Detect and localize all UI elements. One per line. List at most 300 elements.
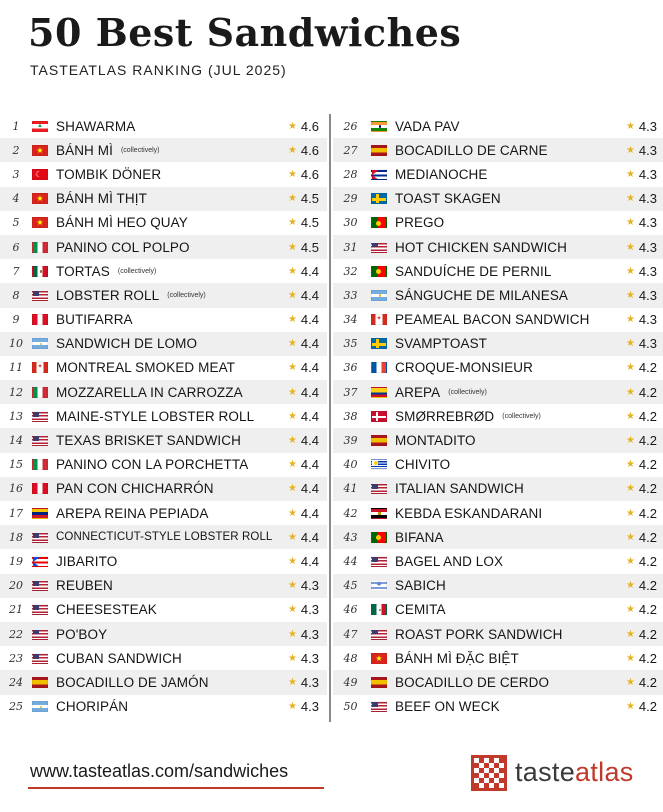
ranking-row xyxy=(0,162,327,186)
ranking-row xyxy=(0,453,327,477)
uruguay-flag-icon xyxy=(371,459,387,470)
rating xyxy=(288,114,319,138)
star-icon: ★ xyxy=(287,265,297,277)
footer-underline xyxy=(28,787,324,789)
sandwich-name: CROQUE-MONSIEUR xyxy=(395,360,534,376)
rating xyxy=(288,356,319,380)
sandwich-name: REUBEN xyxy=(56,578,113,594)
usa-flag-icon xyxy=(371,701,387,712)
sandwich-name: SÁNGUCHE DE MILANESA xyxy=(395,287,569,303)
italy-flag-icon xyxy=(32,242,48,253)
rating-value: 4.2 xyxy=(638,699,657,715)
sandwich-name: CONNECTICUT-STYLE LOBSTER ROLL xyxy=(56,531,273,544)
sandwich-name: CUBAN SANDWICH xyxy=(56,650,182,666)
sandwich-name: MEDIANOCHE xyxy=(395,166,488,182)
star-icon: ★ xyxy=(287,580,297,592)
rank-number: 21 xyxy=(9,603,23,617)
usa-flag-icon xyxy=(32,604,48,615)
star-icon: ★ xyxy=(287,701,297,713)
rating-value: 4.5 xyxy=(300,215,319,231)
star-icon: ★ xyxy=(625,217,635,229)
sandwich-name: CHORIPÁN xyxy=(56,699,129,715)
sweden-flag-icon xyxy=(371,193,387,204)
ranking-row xyxy=(0,525,327,549)
rating xyxy=(288,477,319,501)
star-icon: ★ xyxy=(625,386,635,398)
sandwich-name: BUTIFARRA xyxy=(56,312,133,328)
ranking-row xyxy=(0,235,327,259)
ranking-row xyxy=(0,477,327,501)
usa-flag-icon xyxy=(32,629,48,640)
rank-number: 32 xyxy=(343,264,358,278)
star-icon: ★ xyxy=(625,120,635,132)
star-icon: ★ xyxy=(625,507,635,519)
ranking-row xyxy=(333,138,663,162)
rank-number: 15 xyxy=(9,458,23,472)
rank-number: 25 xyxy=(9,700,23,714)
ranking-row xyxy=(333,114,663,138)
rating xyxy=(288,162,319,186)
rank-number: 20 xyxy=(9,579,23,593)
star-icon: ★ xyxy=(625,531,635,543)
rank-number: 39 xyxy=(343,434,358,448)
rating xyxy=(288,453,319,477)
ranking-row xyxy=(0,549,327,573)
ranking-row xyxy=(333,356,663,380)
rating xyxy=(288,670,319,694)
logo-text-atlas: atlas xyxy=(575,757,634,787)
rating xyxy=(288,622,319,646)
sandwich-name: TORTAS xyxy=(56,263,110,279)
star-icon: ★ xyxy=(287,120,297,132)
star-icon: ★ xyxy=(625,628,635,640)
rank-number: 19 xyxy=(9,554,23,568)
star-icon: ★ xyxy=(287,289,297,301)
star-icon: ★ xyxy=(625,193,635,205)
rating-value: 4.4 xyxy=(300,529,319,545)
ranking-row xyxy=(333,670,663,694)
rating-value: 4.3 xyxy=(638,312,657,328)
star-icon: ★ xyxy=(287,362,297,374)
lebanon-flag-icon: ▲ xyxy=(32,121,48,132)
rating xyxy=(288,525,319,549)
rating xyxy=(626,404,657,428)
sandwich-name: PANINO COL POLPO xyxy=(56,239,190,255)
rating xyxy=(288,428,319,452)
sandwich-name: ROAST PORK SANDWICH xyxy=(395,626,563,642)
tasteatlas-logo-icon xyxy=(471,755,507,791)
star-icon: ★ xyxy=(287,168,297,180)
star-icon: ★ xyxy=(287,531,297,543)
rank-number: 10 xyxy=(9,337,23,351)
rating xyxy=(626,574,657,598)
ranking-row xyxy=(0,356,327,380)
portugal-flag-icon xyxy=(371,532,387,543)
colombia-flag-icon xyxy=(371,387,387,398)
sandwich-name: BOCADILLO DE CARNE xyxy=(395,142,548,158)
rating-value: 4.3 xyxy=(638,215,657,231)
ranking-row xyxy=(0,670,327,694)
rank-number: 34 xyxy=(343,313,358,327)
usa-flag-icon xyxy=(32,411,48,422)
star-icon: ★ xyxy=(625,241,635,253)
rating xyxy=(626,646,657,670)
rank-number: 26 xyxy=(343,119,358,133)
logo-text-taste: taste xyxy=(515,757,576,787)
star-icon: ★ xyxy=(287,483,297,495)
rank-number: 45 xyxy=(343,579,358,593)
sandwich-name: SANDWICH DE LOMO xyxy=(56,336,198,352)
rating xyxy=(288,646,319,670)
ranking-row xyxy=(0,211,327,235)
rating xyxy=(626,235,657,259)
sandwich-name: TOAST SKAGEN xyxy=(395,191,501,207)
rating xyxy=(288,380,319,404)
ranking-row xyxy=(0,574,327,598)
rating xyxy=(626,187,657,211)
sandwich-name: SVAMPTOAST xyxy=(395,336,488,352)
sandwich-name: SABICH xyxy=(395,578,446,594)
rank-number: 1 xyxy=(12,119,20,133)
star-icon: ★ xyxy=(287,435,297,447)
tasteatlas-logo-text xyxy=(515,757,634,788)
rating-value: 4.4 xyxy=(300,336,319,352)
sandwich-name: BIFANA xyxy=(395,529,444,545)
sandwich-name: BAGEL AND LOX xyxy=(395,553,504,569)
rating-value: 4.4 xyxy=(300,481,319,497)
rating xyxy=(626,356,657,380)
ranking-row xyxy=(0,598,327,622)
star-icon: ★ xyxy=(287,193,297,205)
rating xyxy=(626,332,657,356)
rank-number: 29 xyxy=(343,192,358,206)
ranking-row xyxy=(333,380,663,404)
star-icon: ★ xyxy=(287,628,297,640)
star-icon: ★ xyxy=(625,289,635,301)
rating-value: 4.2 xyxy=(638,553,657,569)
rating-value: 4.6 xyxy=(300,142,319,158)
sandwich-name: BOCADILLO DE JAMÓN xyxy=(56,674,209,690)
star-icon: ★ xyxy=(625,555,635,567)
rating-value: 4.3 xyxy=(638,191,657,207)
sandwich-name: BÁNH MÌ xyxy=(56,142,113,158)
rank-number: 36 xyxy=(343,361,358,375)
rank-number: 3 xyxy=(12,167,20,181)
star-icon: ★ xyxy=(625,652,635,664)
star-icon: ★ xyxy=(625,362,635,374)
rating xyxy=(626,259,657,283)
rating xyxy=(288,574,319,598)
ranking-row xyxy=(0,380,327,404)
rating xyxy=(288,695,319,719)
collective-note: (collectively) xyxy=(120,146,160,154)
sandwich-name: BÁNH MÌ HEO QUAY xyxy=(56,215,188,231)
ranking-row xyxy=(0,138,327,162)
rating-value: 4.2 xyxy=(638,674,657,690)
cuba-flag-icon xyxy=(371,169,387,180)
rating-value: 4.4 xyxy=(300,433,319,449)
ranking-row xyxy=(0,646,327,670)
rank-number: 16 xyxy=(9,482,23,496)
rank-number: 18 xyxy=(9,530,23,544)
sandwich-name: PEAMEAL BACON SANDWICH xyxy=(395,312,590,328)
rating-value: 4.2 xyxy=(638,626,657,642)
vietnam-flag-icon: ★ xyxy=(32,145,48,156)
denmark-flag-icon xyxy=(371,411,387,422)
rank-number: 8 xyxy=(12,288,20,302)
rating-value: 4.2 xyxy=(638,650,657,666)
ranking-row xyxy=(333,428,663,452)
ranking-row xyxy=(333,549,663,573)
vietnam-flag-icon: ★ xyxy=(32,193,48,204)
collective-note: (collectively) xyxy=(167,291,206,299)
ranking-row xyxy=(0,259,327,283)
star-icon: ★ xyxy=(287,144,297,156)
usa-flag-icon xyxy=(32,435,48,446)
rating-value: 4.3 xyxy=(638,239,657,255)
star-icon: ★ xyxy=(625,410,635,422)
rating xyxy=(626,211,657,235)
rating xyxy=(626,114,657,138)
star-icon: ★ xyxy=(625,483,635,495)
rank-number: 28 xyxy=(343,167,358,181)
sandwich-name: JIBARITO xyxy=(56,553,118,569)
rating-value: 4.3 xyxy=(300,699,319,715)
ranking-row xyxy=(333,211,663,235)
ranking-row xyxy=(333,477,663,501)
rank-number: 33 xyxy=(343,288,358,302)
rank-number: 11 xyxy=(9,361,23,375)
ranking-row xyxy=(333,622,663,646)
france-flag-icon xyxy=(371,362,387,373)
rank-number: 14 xyxy=(9,434,23,448)
usa-flag-icon xyxy=(371,556,387,567)
ranking-row xyxy=(333,235,663,259)
ranking-row xyxy=(0,332,327,356)
rating xyxy=(288,187,319,211)
usa-flag-icon xyxy=(371,242,387,253)
sandwich-name: PANINO CON LA PORCHETTA xyxy=(56,457,249,473)
rank-number: 12 xyxy=(9,385,23,399)
sandwich-name: KEBDA ESKANDARANI xyxy=(395,505,543,521)
star-icon: ★ xyxy=(625,580,635,592)
sandwich-name: MONTREAL SMOKED MEAT xyxy=(56,360,236,376)
rating-value: 4.5 xyxy=(300,191,319,207)
canada-flag-icon: ✦ xyxy=(32,362,48,373)
sandwich-name: MONTADITO xyxy=(395,433,476,449)
rank-number: 43 xyxy=(343,530,358,544)
star-icon: ★ xyxy=(287,241,297,253)
rating xyxy=(626,308,657,332)
footer-url-link[interactable]: www.tasteatlas.com/sandwiches xyxy=(30,761,289,781)
rank-number: 27 xyxy=(343,143,358,157)
rating-value: 4.3 xyxy=(300,674,319,690)
rating xyxy=(288,138,319,162)
collective-note: (collectively) xyxy=(448,388,487,396)
ranking-row xyxy=(333,695,663,719)
collective-note: (collectively) xyxy=(502,412,541,420)
rating-value: 4.2 xyxy=(638,384,657,400)
rank-number: 22 xyxy=(9,627,23,641)
rank-number: 38 xyxy=(343,409,358,423)
star-icon: ★ xyxy=(287,217,297,229)
sandwich-name: TOMBIK DÖNER xyxy=(56,166,162,182)
rating-value: 4.3 xyxy=(638,118,657,134)
star-icon: ★ xyxy=(287,338,297,350)
rank-number: 13 xyxy=(9,409,23,423)
ranking-row xyxy=(0,622,327,646)
ranking-row xyxy=(333,501,663,525)
sandwich-name: BOCADILLO DE CERDO xyxy=(395,674,550,690)
ranking-row xyxy=(333,332,663,356)
rating xyxy=(288,501,319,525)
sandwich-name: MOZZARELLA IN CARROZZA xyxy=(56,384,243,400)
rank-number: 48 xyxy=(343,651,358,665)
rating xyxy=(626,670,657,694)
rank-number: 7 xyxy=(12,264,20,278)
star-icon: ★ xyxy=(625,435,635,447)
ranking-row xyxy=(333,259,663,283)
argentina-flag-icon xyxy=(371,290,387,301)
rank-number: 37 xyxy=(343,385,358,399)
sweden-flag-icon xyxy=(371,338,387,349)
usa-flag-icon xyxy=(371,483,387,494)
rating xyxy=(288,598,319,622)
rank-number: 30 xyxy=(343,216,358,230)
sandwich-name: PO'BOY xyxy=(56,626,108,642)
rank-number: 17 xyxy=(9,506,23,520)
puertorico-flag-icon xyxy=(32,556,48,567)
vietnam-flag-icon: ★ xyxy=(32,217,48,228)
rating-value: 4.4 xyxy=(300,505,319,521)
vietnam-flag-icon: ★ xyxy=(371,653,387,664)
usa-flag-icon xyxy=(32,580,48,591)
rank-number: 44 xyxy=(343,554,358,568)
sandwich-name: ITALIAN SANDWICH xyxy=(395,481,524,497)
sandwich-name: BÁNH MÌ ĐẶC BIỆT xyxy=(395,650,519,666)
ranking-row xyxy=(333,646,663,670)
usa-flag-icon xyxy=(32,653,48,664)
rating-value: 4.4 xyxy=(300,312,319,328)
sandwich-name: AREPA REINA PEPIADA xyxy=(56,505,209,521)
spain-flag-icon xyxy=(32,677,48,688)
rating-value: 4.2 xyxy=(638,360,657,376)
rating-value: 4.2 xyxy=(638,602,657,618)
rating-value: 4.2 xyxy=(638,578,657,594)
rating xyxy=(626,380,657,404)
star-icon: ★ xyxy=(625,701,635,713)
rating xyxy=(626,501,657,525)
turkey-flag-icon: ☾ xyxy=(32,169,48,180)
sandwich-name: MAINE-STYLE LOBSTER ROLL xyxy=(56,408,255,424)
star-icon: ★ xyxy=(625,338,635,350)
mexico-flag-icon xyxy=(32,266,48,277)
israel-flag-icon: ✡ xyxy=(371,580,387,591)
rating xyxy=(288,549,319,573)
star-icon: ★ xyxy=(287,652,297,664)
star-icon: ★ xyxy=(625,265,635,277)
spain-flag-icon xyxy=(371,677,387,688)
ranking-row xyxy=(333,598,663,622)
rating xyxy=(626,525,657,549)
star-icon: ★ xyxy=(287,410,297,422)
rating xyxy=(288,211,319,235)
sandwich-name: AREPA xyxy=(395,384,441,400)
star-icon: ★ xyxy=(287,507,297,519)
italy-flag-icon xyxy=(32,387,48,398)
rating-value: 4.3 xyxy=(638,336,657,352)
star-icon: ★ xyxy=(287,676,297,688)
rating xyxy=(626,428,657,452)
star-icon: ★ xyxy=(625,144,635,156)
ranking-row xyxy=(333,453,663,477)
sandwich-name: HOT CHICKEN SANDWICH xyxy=(395,239,568,255)
rating-value: 4.3 xyxy=(638,287,657,303)
spain-flag-icon xyxy=(371,145,387,156)
rank-number: 24 xyxy=(9,675,23,689)
rating-value: 4.4 xyxy=(300,287,319,303)
star-icon: ★ xyxy=(625,168,635,180)
rating-value: 4.2 xyxy=(638,505,657,521)
rating-value: 4.3 xyxy=(300,578,319,594)
usa-flag-icon xyxy=(32,532,48,543)
page-subtitle: TASTEATLAS RANKING (JUL 2025) xyxy=(30,62,287,78)
usa-flag-icon xyxy=(32,290,48,301)
sandwich-name: CHEESESTEAK xyxy=(56,602,157,618)
rating-value: 4.3 xyxy=(300,626,319,642)
argentina-flag-icon xyxy=(32,338,48,349)
canada-flag-icon: ✦ xyxy=(371,314,387,325)
rating-value: 4.3 xyxy=(300,602,319,618)
rank-number: 6 xyxy=(12,240,20,254)
rating-value: 4.4 xyxy=(300,553,319,569)
star-icon: ★ xyxy=(625,676,635,688)
venezuela-flag-icon xyxy=(32,508,48,519)
rating xyxy=(626,453,657,477)
rating xyxy=(288,283,319,307)
rank-number: 5 xyxy=(12,216,20,230)
ranking-row xyxy=(333,404,663,428)
rating xyxy=(626,549,657,573)
rating xyxy=(626,283,657,307)
rank-number: 41 xyxy=(343,482,358,496)
usa-flag-icon xyxy=(371,629,387,640)
rating-value: 4.6 xyxy=(300,118,319,134)
collective-note: (collectively) xyxy=(117,267,157,275)
star-icon: ★ xyxy=(287,459,297,471)
rating xyxy=(288,308,319,332)
rating-value: 4.2 xyxy=(638,529,657,545)
rank-number: 31 xyxy=(343,240,358,254)
portugal-flag-icon xyxy=(371,217,387,228)
ranking-row xyxy=(333,574,663,598)
ranking-row xyxy=(0,695,327,719)
rating-value: 4.3 xyxy=(638,142,657,158)
egypt-flag-icon xyxy=(371,508,387,519)
rating-value: 4.3 xyxy=(300,650,319,666)
ranking-row xyxy=(0,114,327,138)
rank-number: 46 xyxy=(343,603,358,617)
rating-value: 4.2 xyxy=(638,457,657,473)
rating xyxy=(288,259,319,283)
rank-number: 35 xyxy=(343,337,358,351)
portugal-flag-icon xyxy=(371,266,387,277)
ranking-row xyxy=(333,162,663,186)
rank-number: 47 xyxy=(343,627,358,641)
star-icon: ★ xyxy=(287,314,297,326)
page-title: 50 Best Sandwiches xyxy=(28,10,462,55)
rating xyxy=(288,332,319,356)
